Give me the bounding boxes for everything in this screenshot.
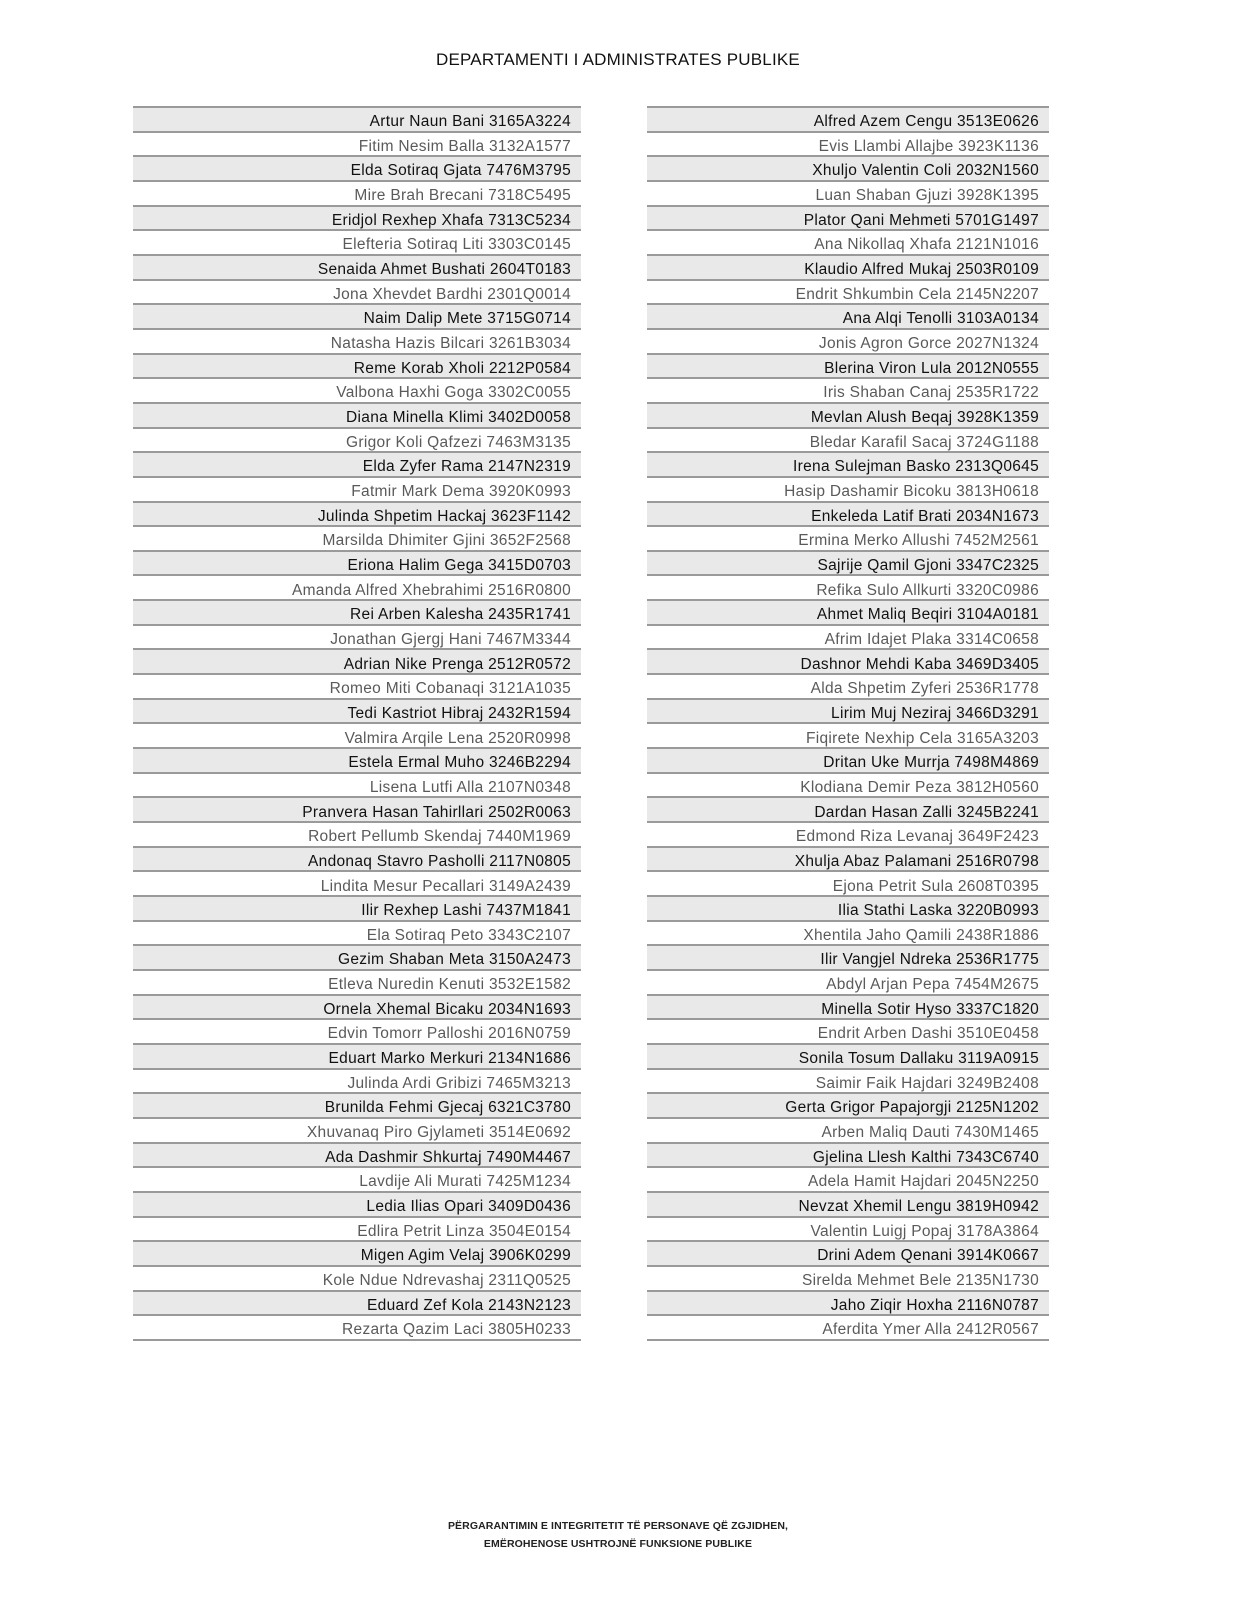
footer bbox=[0, 1517, 1236, 1553]
table-row: Xhulja Abaz Palamani 2516R0798 bbox=[647, 848, 1049, 873]
table-row: Adela Hamit Hajdari 2045N2250 bbox=[647, 1168, 1049, 1193]
table-row: Robert Pellumb Skendaj 7440M1969 bbox=[133, 823, 581, 848]
table-row: Julinda Shpetim Hackaj 3623F1142 bbox=[133, 503, 581, 528]
table-row: Andonaq Stavro Pasholli 2117N0805 bbox=[133, 848, 581, 873]
table-row: Drini Adem Qenani 3914K0667 bbox=[647, 1242, 1049, 1267]
table-row: Saimir Faik Hajdari 3249B2408 bbox=[647, 1070, 1049, 1095]
table-row: Sirelda Mehmet Bele 2135N1730 bbox=[647, 1267, 1049, 1292]
table-row: Lisena Lutfi Alla 2107N0348 bbox=[133, 774, 581, 799]
table-row: Ada Dashmir Shkurtaj 7490M4467 bbox=[133, 1144, 581, 1169]
table-row: Enkeleda Latif Brati 2034N1673 bbox=[647, 503, 1049, 528]
table-row: Mire Brah Brecani 7318C5495 bbox=[133, 182, 581, 207]
table-row: Lavdije Ali Murati 7425M1234 bbox=[133, 1168, 581, 1193]
table-row: Klaudio Alfred Mukaj 2503R0109 bbox=[647, 256, 1049, 281]
table-row: Valentin Luigj Popaj 3178A3864 bbox=[647, 1218, 1049, 1243]
table-row: Natasha Hazis Bilcari 3261B3034 bbox=[133, 330, 581, 355]
table-row: Pranvera Hasan Tahirllari 2502R0063 bbox=[133, 798, 581, 823]
footer-line-2: EMËROHENOSE USHTROJNË FUNKSIONE PUBLIKE bbox=[483, 1538, 753, 1550]
table-row: Evis Llambi Allajbe 3923K1136 bbox=[647, 133, 1049, 158]
page-title: DEPARTAMENTI I ADMINISTRATES PUBLIKE bbox=[436, 50, 800, 69]
table-row: Grigor Koli Qafzezi 7463M3135 bbox=[133, 429, 581, 454]
table-row: Artur Naun Bani 3165A3224 bbox=[133, 108, 581, 133]
table-row: Luan Shaban Gjuzi 3928K1395 bbox=[647, 182, 1049, 207]
table-row: Eridjol Rexhep Xhafa 7313C5234 bbox=[133, 207, 581, 232]
table-row: Sajrije Qamil Gjoni 3347C2325 bbox=[647, 552, 1049, 577]
table-row: Ejona Petrit Sula 2608T0395 bbox=[647, 872, 1049, 897]
footer-line-1: PËRGARANTIMIN E INTEGRITETIT TË PERSONAVE QË ZGJIDHEN, bbox=[447, 1520, 789, 1532]
table-row: Klodiana Demir Peza 3812H0560 bbox=[647, 774, 1049, 799]
table-row: Lindita Mesur Pecallari 3149A2439 bbox=[133, 872, 581, 897]
table-row: Ana Alqi Tenolli 3103A0134 bbox=[647, 305, 1049, 330]
table-row: Elda Sotiraq Gjata 7476M3795 bbox=[133, 157, 581, 182]
table-row: Edlira Petrit Linza 3504E0154 bbox=[133, 1218, 581, 1243]
right-row-list bbox=[647, 108, 1049, 1341]
table-row: Blerina Viron Lula 2012N0555 bbox=[647, 355, 1049, 380]
left-row-list bbox=[133, 108, 581, 1341]
table-row: Bledar Karafil Sacaj 3724G1188 bbox=[647, 429, 1049, 454]
table-row: Ana Nikollaq Xhafa 2121N1016 bbox=[647, 231, 1049, 256]
table-row: Adrian Nike Prenga 2512R0572 bbox=[133, 650, 581, 675]
table-row: Senaida Ahmet Bushati 2604T0183 bbox=[133, 256, 581, 281]
table-row: Valbona Haxhi Goga 3302C0055 bbox=[133, 379, 581, 404]
table-row: Minella Sotir Hyso 3337C1820 bbox=[647, 996, 1049, 1021]
table-row: Gjelina Llesh Kalthi 7343C6740 bbox=[647, 1144, 1049, 1169]
table-row: Dritan Uke Murrja 7498M4869 bbox=[647, 749, 1049, 774]
table-row: Rezarta Qazim Laci 3805H0233 bbox=[133, 1316, 581, 1341]
table-row: Rei Arben Kalesha 2435R1741 bbox=[133, 601, 581, 626]
table-row: Xhentila Jaho Qamili 2438R1886 bbox=[647, 922, 1049, 947]
table-row: Ilia Stathi Laska 3220B0993 bbox=[647, 897, 1049, 922]
table-row: Brunilda Fehmi Gjecaj 6321C3780 bbox=[133, 1094, 581, 1119]
table-row: Tedi Kastriot Hibraj 2432R1594 bbox=[133, 700, 581, 725]
table-row: Gezim Shaban Meta 3150A2473 bbox=[133, 946, 581, 971]
table-row: Edvin Tomorr Palloshi 2016N0759 bbox=[133, 1020, 581, 1045]
table-row: Romeo Miti Cobanaqi 3121A1035 bbox=[133, 675, 581, 700]
table-row: Amanda Alfred Xhebrahimi 2516R0800 bbox=[133, 576, 581, 601]
table-row: Kole Ndue Ndrevashaj 2311Q0525 bbox=[133, 1267, 581, 1292]
table-row: Plator Qani Mehmeti 5701G1497 bbox=[647, 207, 1049, 232]
table-row: Afrim Idajet Plaka 3314C0658 bbox=[647, 626, 1049, 651]
table-row: Ermina Merko Allushi 7452M2561 bbox=[647, 527, 1049, 552]
table-row: Fiqirete Nexhip Cela 3165A3203 bbox=[647, 724, 1049, 749]
table-row: Eduard Zef Kola 2143N2123 bbox=[133, 1292, 581, 1317]
table-row: Ela Sotiraq Peto 3343C2107 bbox=[133, 922, 581, 947]
table-row: Marsilda Dhimiter Gjini 3652F2568 bbox=[133, 527, 581, 552]
table-row: Jona Xhevdet Bardhi 2301Q0014 bbox=[133, 281, 581, 306]
table-row: Edmond Riza Levanaj 3649F2423 bbox=[647, 823, 1049, 848]
table-row: Ornela Xhemal Bicaku 2034N1693 bbox=[133, 996, 581, 1021]
table-row: Ahmet Maliq Beqiri 3104A0181 bbox=[647, 601, 1049, 626]
table-row: Irena Sulejman Basko 2313Q0645 bbox=[647, 453, 1049, 478]
table-row: Mevlan Alush Beqaj 3928K1359 bbox=[647, 404, 1049, 429]
table-row: Ilir Vangjel Ndreka 2536R1775 bbox=[647, 946, 1049, 971]
table-row: Hasip Dashamir Bicoku 3813H0618 bbox=[647, 478, 1049, 503]
table-row: Fatmir Mark Dema 3920K0993 bbox=[133, 478, 581, 503]
table-row: Julinda Ardi Gribizi 7465M3213 bbox=[133, 1070, 581, 1095]
table-row: Ledia Ilias Opari 3409D0436 bbox=[133, 1193, 581, 1218]
table-row: Alfred Azem Cengu 3513E0626 bbox=[647, 108, 1049, 133]
table-row: Jonathan Gjergj Hani 7467M3344 bbox=[133, 626, 581, 651]
table-row: Fitim Nesim Balla 3132A1577 bbox=[133, 133, 581, 158]
left-name-column bbox=[133, 106, 581, 1341]
right-name-column bbox=[647, 106, 1049, 1341]
table-row: Nevzat Xhemil Lengu 3819H0942 bbox=[647, 1193, 1049, 1218]
table-row: Xhuljo Valentin Coli 2032N1560 bbox=[647, 157, 1049, 182]
table-row: Refika Sulo Allkurti 3320C0986 bbox=[647, 576, 1049, 601]
table-row: Iris Shaban Canaj 2535R1722 bbox=[647, 379, 1049, 404]
table-row: Reme Korab Xholi 2212P0584 bbox=[133, 355, 581, 380]
table-row: Alda Shpetim Zyferi 2536R1778 bbox=[647, 675, 1049, 700]
table-row: Eduart Marko Merkuri 2134N1686 bbox=[133, 1045, 581, 1070]
table-row: Ilir Rexhep Lashi 7437M1841 bbox=[133, 897, 581, 922]
table-row: Sonila Tosum Dallaku 3119A0915 bbox=[647, 1045, 1049, 1070]
table-row: Estela Ermal Muho 3246B2294 bbox=[133, 749, 581, 774]
table-row: Lirim Muj Neziraj 3466D3291 bbox=[647, 700, 1049, 725]
table-row: Naim Dalip Mete 3715G0714 bbox=[133, 305, 581, 330]
table-row: Jonis Agron Gorce 2027N1324 bbox=[647, 330, 1049, 355]
table-row: Diana Minella Klimi 3402D0058 bbox=[133, 404, 581, 429]
table-row: Xhuvanaq Piro Gjylameti 3514E0692 bbox=[133, 1119, 581, 1144]
table-row: Endrit Shkumbin Cela 2145N2207 bbox=[647, 281, 1049, 306]
table-row: Gerta Grigor Papajorgji 2125N1202 bbox=[647, 1094, 1049, 1119]
table-row: Arben Maliq Dauti 7430M1465 bbox=[647, 1119, 1049, 1144]
table-row: Dardan Hasan Zalli 3245B2241 bbox=[647, 798, 1049, 823]
table-row: Dashnor Mehdi Kaba 3469D3405 bbox=[647, 650, 1049, 675]
table-row: Endrit Arben Dashi 3510E0458 bbox=[647, 1020, 1049, 1045]
table-row: Jaho Ziqir Hoxha 2116N0787 bbox=[647, 1292, 1049, 1317]
table-row: Aferdita Ymer Alla 2412R0567 bbox=[647, 1316, 1049, 1341]
table-row: Abdyl Arjan Pepa 7454M2675 bbox=[647, 971, 1049, 996]
table-row: Elda Zyfer Rama 2147N2319 bbox=[133, 453, 581, 478]
table-row: Elefteria Sotiraq Liti 3303C0145 bbox=[133, 231, 581, 256]
table-row: Valmira Arqile Lena 2520R0998 bbox=[133, 724, 581, 749]
table-row: Migen Agim Velaj 3906K0299 bbox=[133, 1242, 581, 1267]
table-row: Etleva Nuredin Kenuti 3532E1582 bbox=[133, 971, 581, 996]
table-row: Eriona Halim Gega 3415D0703 bbox=[133, 552, 581, 577]
